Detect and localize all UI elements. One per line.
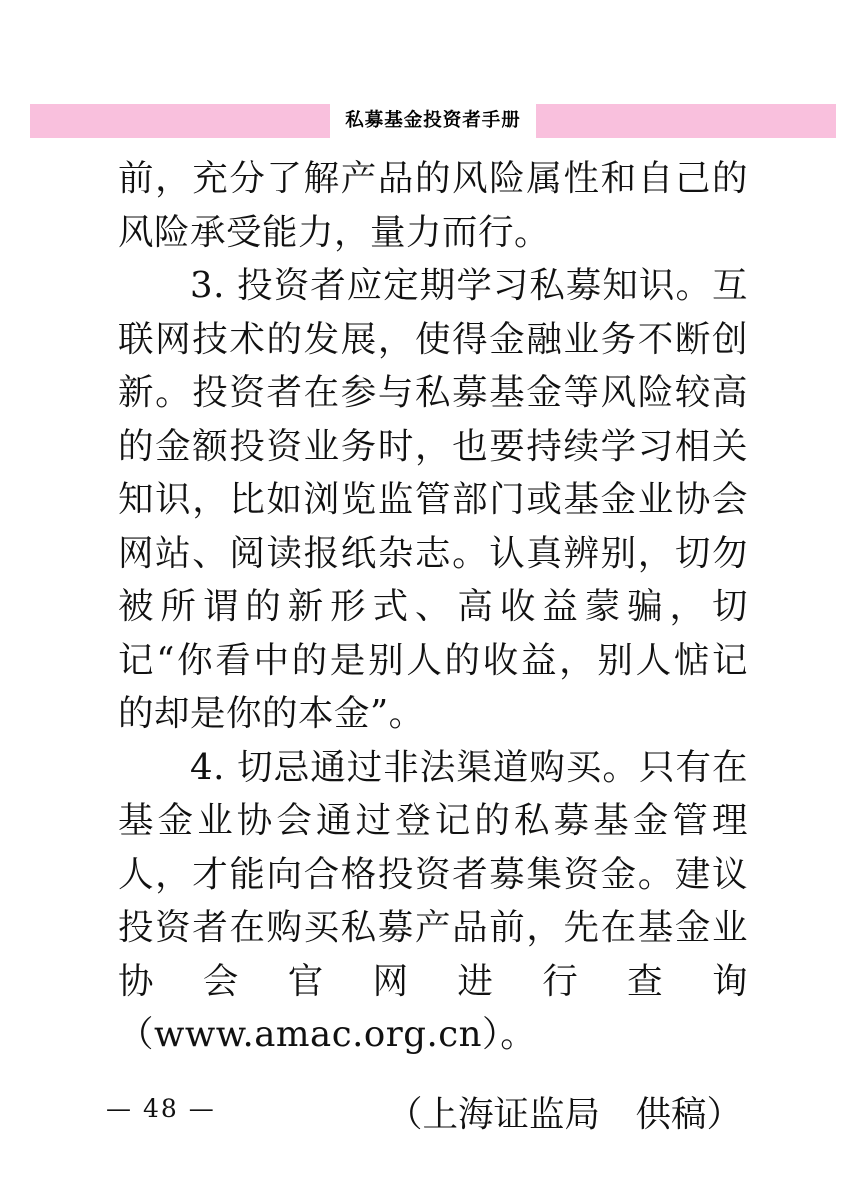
header-rule-left xyxy=(30,104,330,138)
article-attribution: （上海证监局 供稿） xyxy=(386,1093,742,1135)
header-rule-right xyxy=(536,104,836,138)
header-title: 私募基金投资者手册 xyxy=(345,110,521,131)
paragraph-item-3: 3. 投资者应定期学习私募知识。互联网技术的发展，使得金融业务不断创新。投资者在参与私募基金等风险较高的金额投资业务时，也要持续学习相关知识，比如浏览监管部门或基金业协会网站、阅读报纸杂志。认真辨别，切勿被所谓的新形式、高收益蒙骗，切记“你看中的是别人的收益，别人惦记的却是你的本金”。 xyxy=(118,265,748,734)
running-header xyxy=(30,104,836,138)
page-body xyxy=(118,152,748,1141)
page-number: — 48 — xyxy=(106,1094,216,1123)
paragraph-continued: 前，充分了解产品的风险属性和自己的风险承受能力，量力而行。 xyxy=(118,158,748,253)
paragraph-item-4: 4. 切忌通过非法渠道购买。只有在基金业协会通过登记的私募基金管理人，才能向合格投资者募集资金。建议投资者在购买私募产品前，先在基金业协会官网进行查询（www.amac.org.cn）。 xyxy=(118,746,748,1055)
